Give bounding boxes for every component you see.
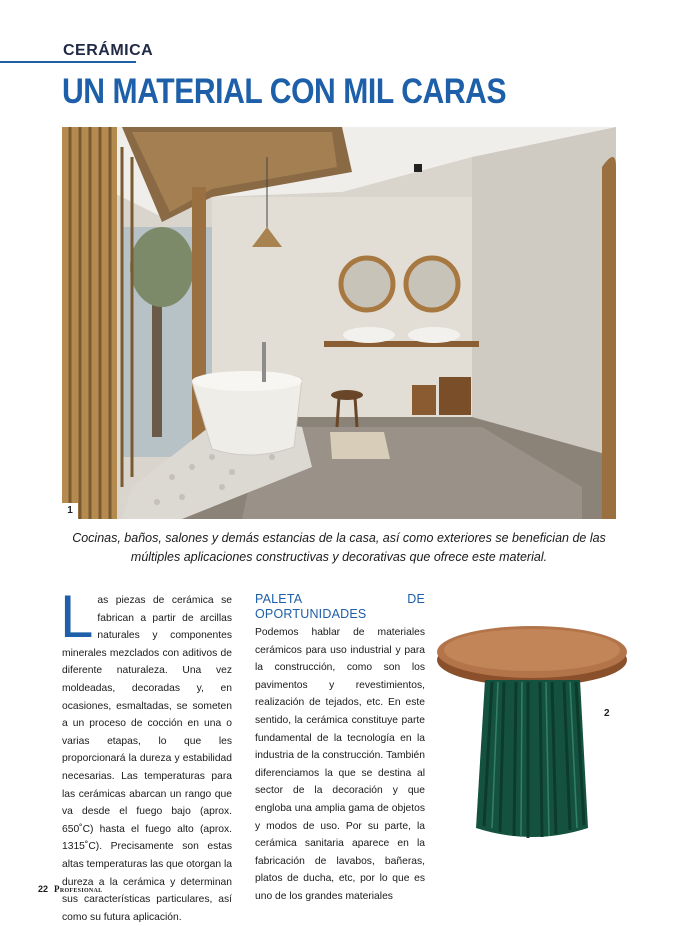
drop-cap: L [60, 583, 94, 650]
photo-caption: Cocinas, baños, salones y demás estancias de la casa, así como exteriores se benefician de las múltiples aplicaciones constructivas y decorativas que ofrece este material. [72, 531, 606, 564]
subheading: PALETA DE OPORTUNIDADES [255, 592, 425, 621]
photo-number: 1 [62, 503, 78, 519]
magazine-name: Profesional [54, 884, 103, 894]
article-column-1 [60, 583, 232, 926]
column-1-text: as piezas de cerámica se fabrican a partir de arcillas naturales y componentes minerales mezclados con aditivos de diferente naturaleza. Una vez moldeadas, decoradas y, en ocasiones, esmaltadas, se someten a un proceso de cocción en una o varias etapas, lo que les proporcionará la dureza y estabilidad necesarias. Las temperaturas para las cerámicas abarcan un rango que va desde el fuego bajo (aprox. 650˚C) hasta el fuego alto (aprox. 1315˚C). Precisamente son estas altas temperaturas las que otorgan la dureza a la cerámica y determinan sus características particulares, así como su futura aplicación. [62, 595, 232, 923]
section-rule [0, 61, 136, 63]
article-headline: UN MATERIAL CON MIL CARAS [62, 72, 507, 111]
page-number: 22 [38, 884, 49, 894]
column-2-text: Podemos hablar de materiales cerámicos para uso industrial y para la construcción, como son los pavimentos y revestimientos, realización de tejados, etc. En este sentido, la cerámica constituye parte fundamental de la tecnología en la industria de la construcción. También diferenciamos la que se destina al sector de la decoración y que engloba una amplia gama de objetos y modos de uso. Por su parte, la cerámica sanitaria aparece en la fabricación de lavabos, bañeras, platos de ducha, etc, por lo que es uno de los grandes materiales [255, 627, 425, 902]
section-label: CERÁMICA [63, 42, 154, 59]
ceramic-table-photo [430, 618, 630, 858]
bathroom-photo [62, 127, 616, 519]
page-footer [38, 884, 103, 894]
photo-number-2: 2 [604, 708, 610, 719]
article-column-2 [255, 592, 425, 906]
